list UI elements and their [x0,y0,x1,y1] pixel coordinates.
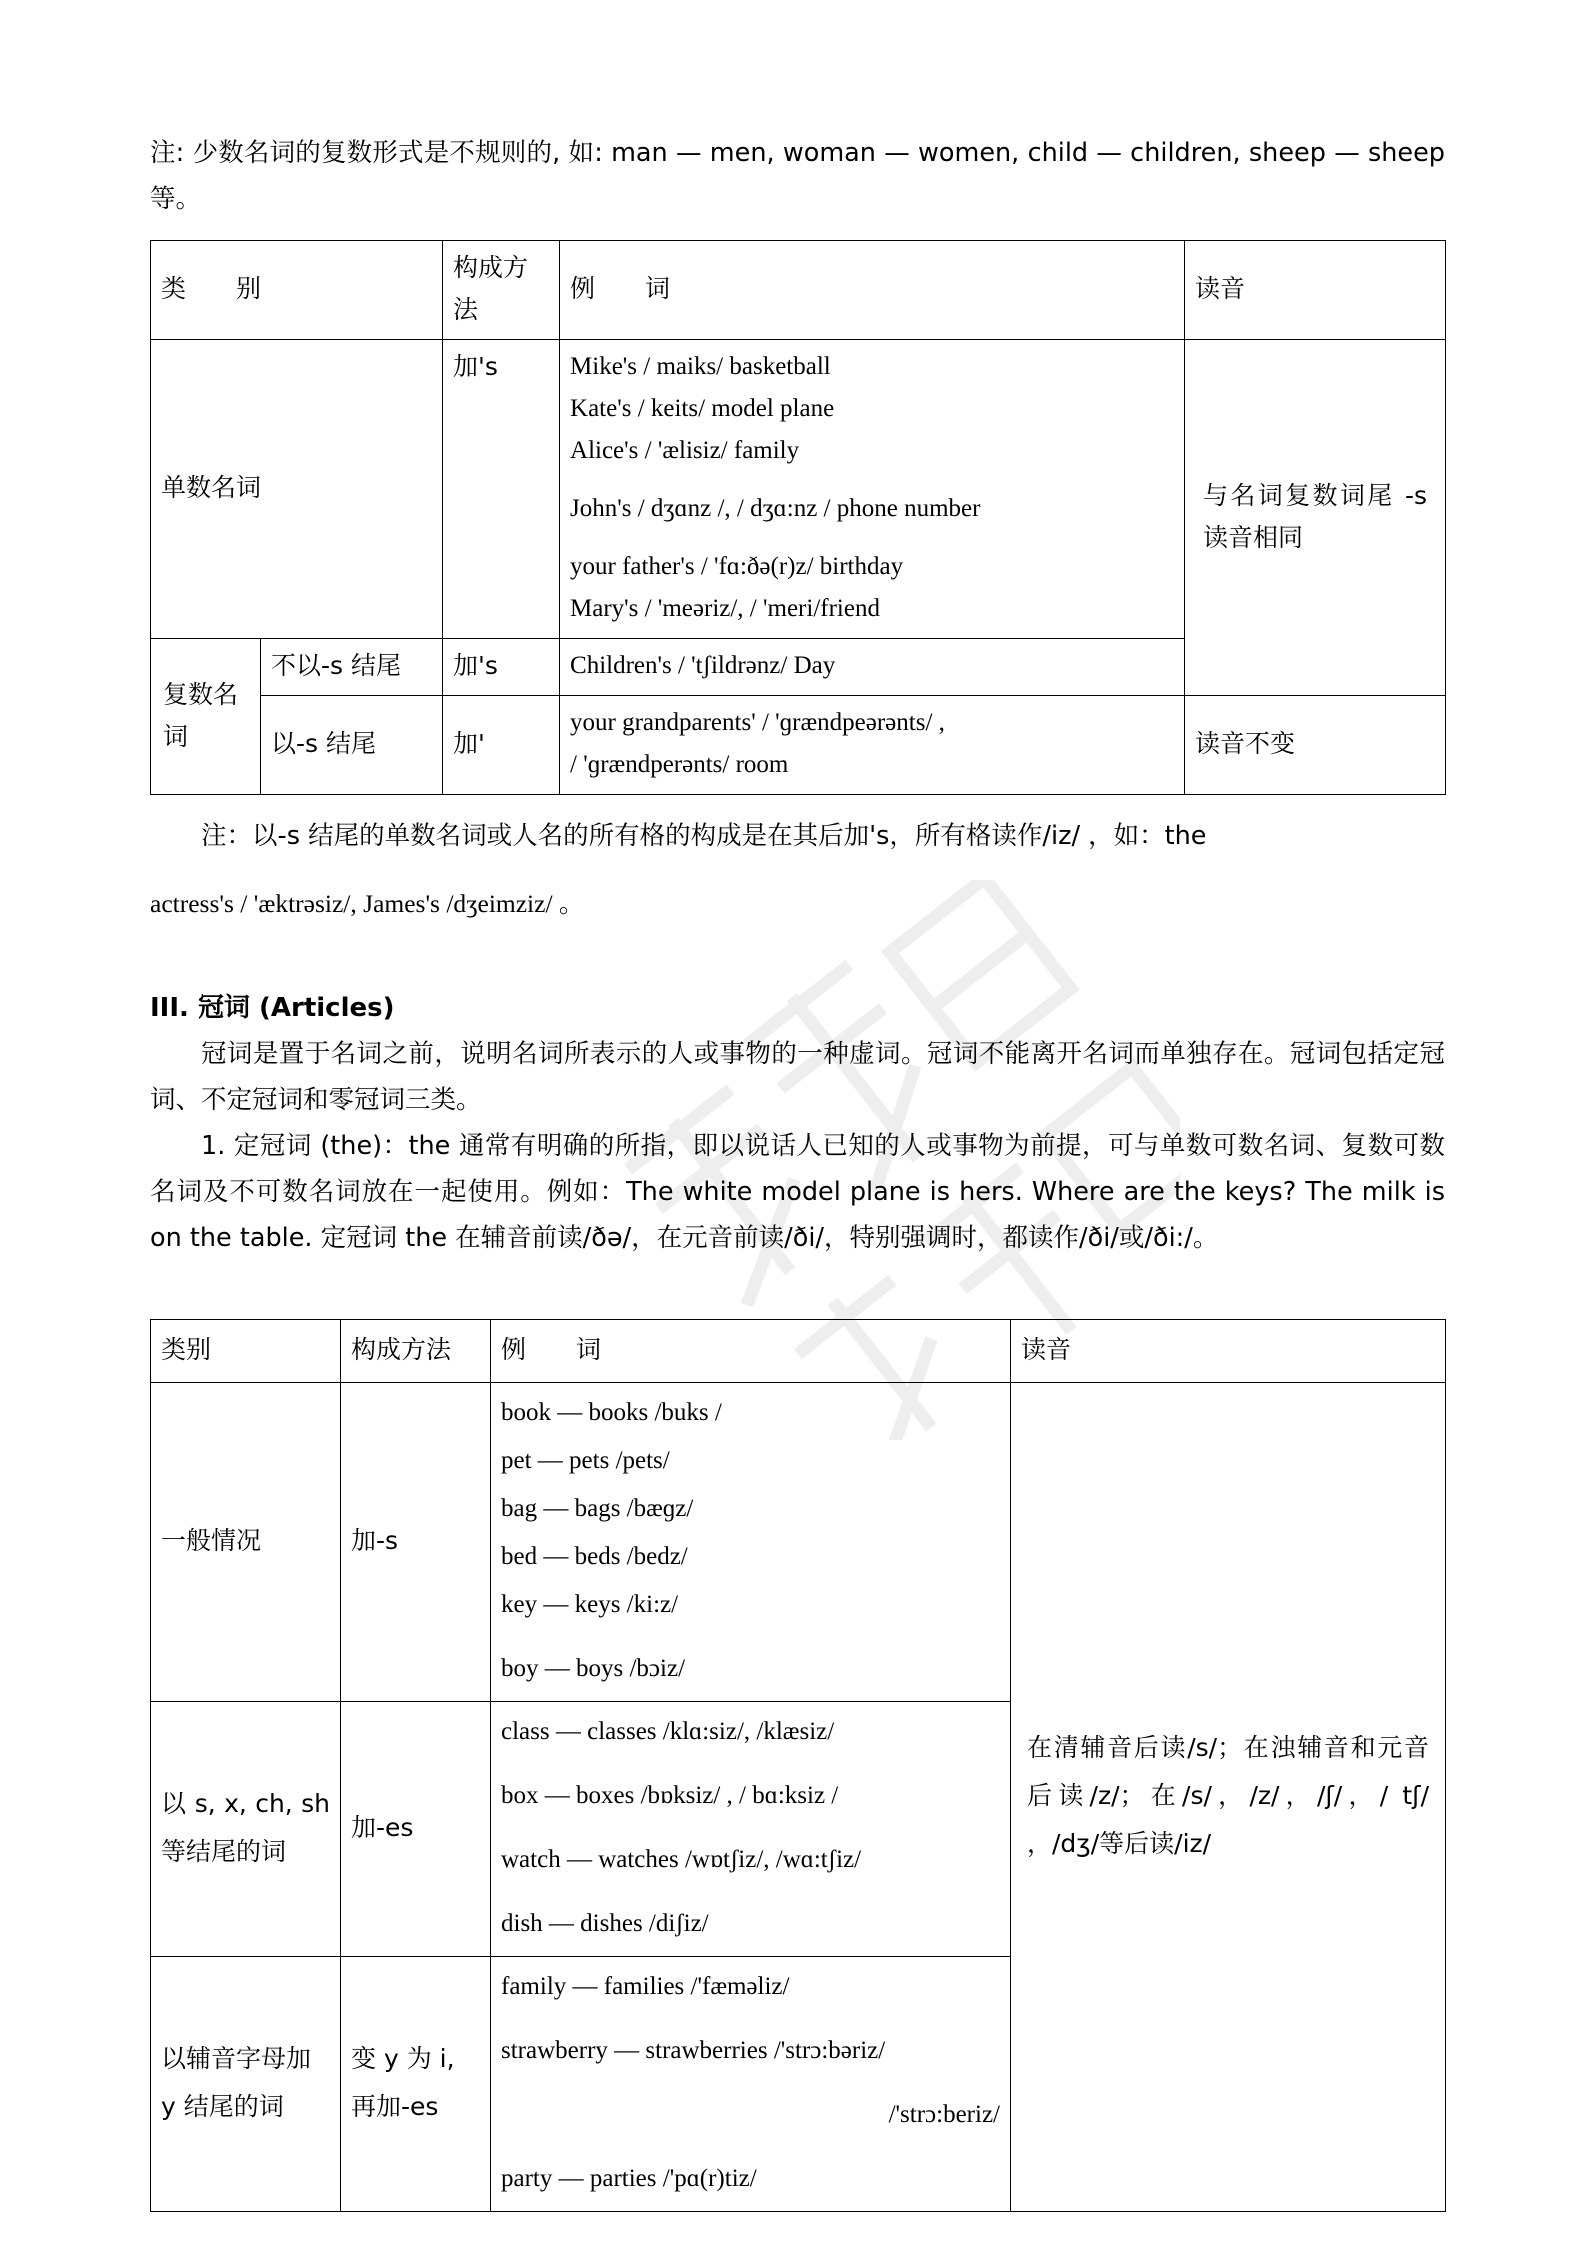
example-line: / 'ɡrændperənts/ room [570,751,789,778]
t2-r1-method: 加-s [341,1383,491,1702]
t2-r1-examples [491,1383,1011,1702]
example-line: bed — beds /bedz/ [501,1543,688,1570]
t1-r1-category: 单数名词 [151,340,443,639]
example-line: your grandparents' / 'ɡrændpeərənts/ , [570,709,945,736]
t1-r2-method: 加's [443,639,560,696]
example-line: class — classes /klɑ:siz/, /klæsiz/ [501,1718,835,1745]
example-line: Mary's / 'meəriz/, / 'meri/friend [570,595,880,622]
example-line: box — boxes /bɒksiz/ , / bɑ:ksiz / [501,1782,839,1809]
t1-r1-pronunciation: 与名词复数词尾 -s 读音相同 [1185,340,1446,696]
t2-header-method: 构成方法 [341,1320,491,1383]
t1-r2-subcategory: 不以-s 结尾 [261,639,443,696]
t2-r2-category: 以 s, x, ch, sh 等结尾的词 [151,1702,341,1957]
t1-header-pronunciation: 读音 [1185,241,1446,340]
note-after-table1-line2: actress's / 'æktrəsiz/, James's /dʒeimziz/ 。 [150,889,585,918]
t2-header-category: 类别 [151,1320,341,1383]
t1-r3-subcategory: 以-s 结尾 [261,696,443,795]
table-header-row [151,1320,1446,1383]
example-line: party — parties /'pɑ(r)tiz/ [501,2165,757,2192]
example-line: /'strɔ:beriz/ [888,2101,1000,2128]
t2-r3-method: 变 y 为 i, 再加-es [341,1957,491,2212]
possessive-forms-table [150,240,1446,795]
note-after-table1-line1: 注：以-s 结尾的单数名词或人名的所有格的构成是在其后加's，所有格读作/iz/ ，如：the [201,821,1207,851]
example-line: book — books /buks / [501,1399,722,1426]
t2-r3-category: 以辅音字母加 y 结尾的词 [151,1957,341,2212]
t2-r3-examples [491,1957,1011,2212]
example-line: family — families /'fæməliz/ [501,1973,790,2000]
example-line: John's / dʒɑnz /, / dʒɑ:nz / phone number [570,495,981,522]
top-note: 注: 少数名词的复数形式是不规则的, 如: man — men, woman — women, child — children, sheep — sheep 等。 [150,138,1445,214]
example-line: pet — pets /pets/ [501,1447,670,1474]
example-line: boy — boys /bɔiz/ [501,1655,686,1682]
t1-header-method: 构成方法 [443,241,560,340]
page-content [150,0,1445,2212]
t1-header-category: 类 别 [151,241,443,340]
t1-r3-examples [560,696,1185,795]
table-row [151,696,1446,795]
example-line: your father's / 'fɑ:ðə(r)z/ birthday [570,553,904,580]
t2-r2-examples [491,1702,1011,1957]
t1-r1-examples [560,340,1185,639]
t2-pronunciation: 在清辅音后读/s/；在浊辅音和元音后读/z/；在/s/，/z/，/ʃ/，/ tʃ/ ，/dʒ/等后读/iz/ [1011,1383,1446,2212]
plural-forms-table [150,1319,1446,2212]
table-row [151,340,1446,639]
t1-header-examples: 例 词 [560,241,1185,340]
example-line: Mike's / maiks/ basketball [570,353,831,380]
example-line: bag — bags /bæɡz/ [501,1495,694,1522]
section-para-2: 1. 定冠词 (the)：the 通常有明确的所指，即以说话人已知的人或事物为前提，可与单数可数名词、复数可数名词及不可数名词放在一起使用。例如：The white model plane is hers. Where are the keys? The milk is on the table. 定冠词 the 在辅音前读/ðə/，在元音前读/ði/，特别强调时，都读作/ði/或/ði:/。 [150,1131,1445,1253]
example-line: Children's / 'tʃildrənz/ Day [570,652,836,679]
table-row [151,1383,1446,1702]
example-line: key — keys /ki:z/ [501,1591,679,1618]
example-line: Alice's / 'ælisiz/ family [570,437,800,464]
example-line: dish — dishes /diʃiz/ [501,1910,709,1937]
t1-r3-method: 加' [443,696,560,795]
section-para-1: 冠词是置于名词之前，说明名词所表示的人或事物的一种虚词。冠词不能离开名词而单独存在。冠词包括定冠词、不定冠词和零冠词三类。 [150,1039,1445,1115]
example-line: Kate's / keits/ model plane [570,395,835,422]
t2-r2-method: 加-es [341,1702,491,1957]
t2-header-examples: 例 词 [491,1320,1011,1383]
table-header-row [151,241,1446,340]
t2-r1-category: 一般情况 [151,1383,341,1702]
t1-r1-method: 加's [443,340,560,639]
section-title-articles: III. 冠词 (Articles) [150,993,395,1023]
t1-r2-examples [560,639,1185,696]
example-line: strawberry — strawberries /'strɔ:bəriz/ [501,2037,886,2064]
t2-header-pronunciation: 读音 [1011,1320,1446,1383]
t1-r2-category: 复数名词 [151,639,261,795]
t1-r3-pronunciation: 读音不变 [1185,696,1446,795]
example-line: watch — watches /wɒtʃiz/, /wɑ:tʃiz/ [501,1846,862,1873]
